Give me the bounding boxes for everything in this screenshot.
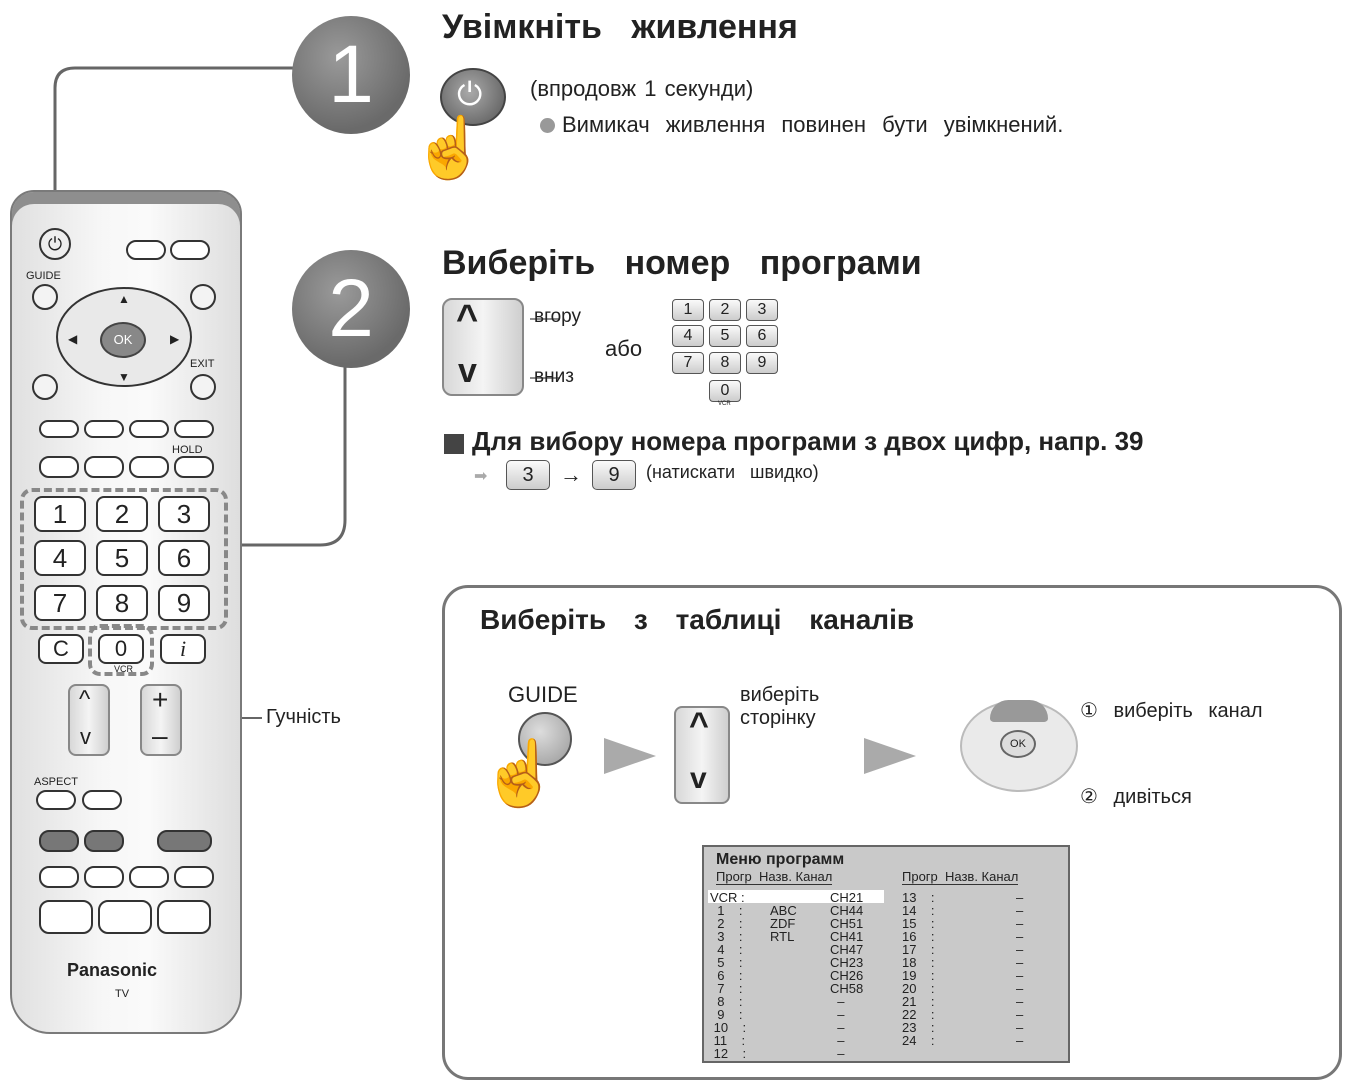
dark-button-2[interactable]: [84, 830, 124, 852]
channel-up-icon[interactable]: ^: [79, 686, 91, 713]
remote-key-1[interactable]: 1: [34, 496, 86, 532]
aspect-label: ASPECT: [34, 776, 79, 788]
dark-button-3[interactable]: [157, 830, 212, 852]
volume-label: Гучність: [266, 706, 341, 728]
dpad-right-icon[interactable]: ▶: [170, 332, 180, 346]
large-button-1[interactable]: [39, 900, 93, 934]
power-button[interactable]: ⏻: [39, 228, 71, 260]
hand-icon: ☝: [412, 114, 487, 181]
exit-button[interactable]: [190, 374, 216, 400]
keypad-vcr-label: VCR: [718, 401, 731, 407]
power-icon: ⏻: [457, 76, 483, 112]
ok-button[interactable]: [100, 322, 146, 358]
dpad-ok-label: OK: [1010, 738, 1026, 750]
panel-arrow-2-icon: [864, 738, 916, 774]
dark-button-1[interactable]: [39, 830, 79, 852]
ok-label: OK: [113, 332, 133, 347]
text-button-3[interactable]: [129, 456, 169, 478]
keypad-2: 2: [709, 299, 741, 321]
two-digit-key-2: 9: [592, 460, 636, 490]
step-2-circle: 2: [292, 250, 410, 368]
step-select-label: ① виберіть канал: [1080, 700, 1263, 722]
panel-arrow-1-icon: [604, 738, 656, 774]
model-label: TV: [115, 988, 130, 1000]
square-bullet-icon: [444, 434, 464, 454]
page-down-icon: v: [690, 762, 707, 795]
remote-key-9[interactable]: 9: [158, 585, 210, 621]
remote-key-8[interactable]: 8: [96, 585, 148, 621]
bottom-button-2[interactable]: [84, 866, 124, 888]
brand-logo: Panasonic: [67, 960, 158, 980]
bullet-icon: [540, 118, 555, 133]
bottom-button-4[interactable]: [174, 866, 214, 888]
large-button-2[interactable]: [98, 900, 152, 934]
guide-label: GUIDE: [26, 270, 61, 282]
menu-col-chan-right: – – – – – – – – – – – –: [1016, 890, 1024, 1048]
menu-col-prog-right: 13 : 14 : 15 : 16 : 17 : 18 : 19 : 20 : 21 : 22 : 23 : 24 :: [902, 890, 935, 1048]
keypad-1: 1: [672, 299, 704, 321]
step-1-title: Увімкніть живлення: [442, 8, 798, 46]
volume-down-icon[interactable]: –: [152, 720, 168, 751]
keypad-7: 7: [672, 352, 704, 374]
color-button-3[interactable]: [129, 420, 169, 438]
text-button-2[interactable]: [84, 456, 124, 478]
remote-key-4[interactable]: 4: [34, 540, 86, 576]
remote-control: [10, 190, 242, 1034]
keypad-0: 0: [709, 380, 741, 402]
color-button-1[interactable]: [39, 420, 79, 438]
bottom-button-3[interactable]: [129, 866, 169, 888]
keypad-5: 5: [709, 325, 741, 347]
channel-rocker[interactable]: [68, 684, 110, 756]
step-1-note: (впродовж 1 секунди): [530, 76, 754, 101]
step-1-circle: 1: [292, 16, 410, 134]
menu-col-chan-left: CH21 CH44 CH51 CH41 CH47 CH23 CH26 CH58 – – – – –: [830, 890, 864, 1061]
remote-right-top-button[interactable]: [190, 284, 216, 310]
remote-key-0[interactable]: 0: [98, 634, 144, 664]
hold-button[interactable]: [174, 456, 214, 478]
keypad-9: 9: [746, 352, 778, 374]
remote-key-5[interactable]: 5: [96, 540, 148, 576]
volume-rocker[interactable]: [140, 684, 182, 756]
arrow-right-icon: ➡: [474, 468, 488, 485]
remote-key-3[interactable]: 3: [158, 496, 210, 532]
bottom-button-1[interactable]: [39, 866, 79, 888]
aspect-side-button[interactable]: [82, 790, 122, 810]
arrow-up-icon: ^: [456, 298, 479, 340]
two-digit-title: Для вибору номера програми з двох цифр, напр. 39: [472, 426, 1144, 456]
down-label: вниз: [534, 366, 574, 387]
keypad-8: 8: [709, 352, 741, 374]
menu-headers-left: Прогр Назв. Канал: [716, 869, 833, 884]
remote-key-c[interactable]: C: [38, 634, 84, 664]
panel-title: Виберіть з таблиці каналів: [480, 604, 915, 635]
dpad-down-icon[interactable]: ▼: [118, 370, 130, 384]
dpad-up-highlight: [990, 700, 1048, 722]
keypad-6: 6: [746, 325, 778, 347]
arrow-down-icon: v: [458, 352, 477, 390]
remote-left-bottom-button[interactable]: [32, 374, 58, 400]
step-watch-label: ② дивіться: [1080, 786, 1192, 808]
aspect-button[interactable]: [36, 790, 76, 810]
dpad-up-icon[interactable]: ▲: [118, 292, 130, 306]
large-button-3[interactable]: [157, 900, 211, 934]
guide-button[interactable]: [32, 284, 58, 310]
vcr-label: VCR: [114, 664, 134, 674]
hold-label: HOLD: [172, 444, 203, 456]
two-digit-note: (натискати швидко): [646, 462, 819, 482]
dpad-ok-illustration: [1000, 730, 1036, 758]
menu-title: Меню программ: [716, 851, 845, 868]
remote-key-2[interactable]: 2: [96, 496, 148, 532]
step-1-bullet: Вимикач живлення повинен бути увімкнений.: [562, 112, 1064, 137]
remote-top-button-1[interactable]: [126, 240, 166, 260]
panel-hand-icon: ☝: [480, 737, 560, 809]
dpad-left-icon[interactable]: ◀: [68, 332, 78, 346]
program-menu: [702, 845, 1070, 1063]
page-up-icon: ^: [689, 706, 709, 744]
menu-col-name-left: ABC ZDF RTL: [770, 903, 797, 944]
keypad-4: 4: [672, 325, 704, 347]
two-digit-arrow: →: [560, 462, 582, 487]
up-label: вгору: [534, 306, 582, 327]
color-button-4[interactable]: [174, 420, 214, 438]
remote-key-6[interactable]: 6: [158, 540, 210, 576]
channel-up-down-illustration: [442, 298, 524, 396]
text-button-1[interactable]: [39, 456, 79, 478]
channel-down-icon[interactable]: v: [80, 724, 91, 749]
or-label: або: [605, 336, 643, 361]
two-digit-key-1: 3: [506, 460, 550, 490]
remote-top-button-2[interactable]: [170, 240, 210, 260]
color-button-2[interactable]: [84, 420, 124, 438]
menu-headers-right: Прогр Назв. Канал: [902, 869, 1019, 884]
info-button[interactable]: i: [160, 634, 206, 664]
select-page-label: виберіть сторінку: [740, 684, 820, 729]
remote-key-7[interactable]: 7: [34, 585, 86, 621]
step-2-title: Виберіть номер програми: [442, 244, 922, 282]
volume-up-icon[interactable]: +: [152, 684, 169, 715]
exit-label: EXIT: [190, 358, 215, 370]
menu-col-prog-left: VCR : 1 : 2 : 3 : 4 : 5 : 6 : 7 : 8 : 9 : 10 : 11 : 12 :: [710, 890, 747, 1061]
panel-guide-label: GUIDE: [508, 682, 578, 707]
keypad-3: 3: [746, 299, 778, 321]
